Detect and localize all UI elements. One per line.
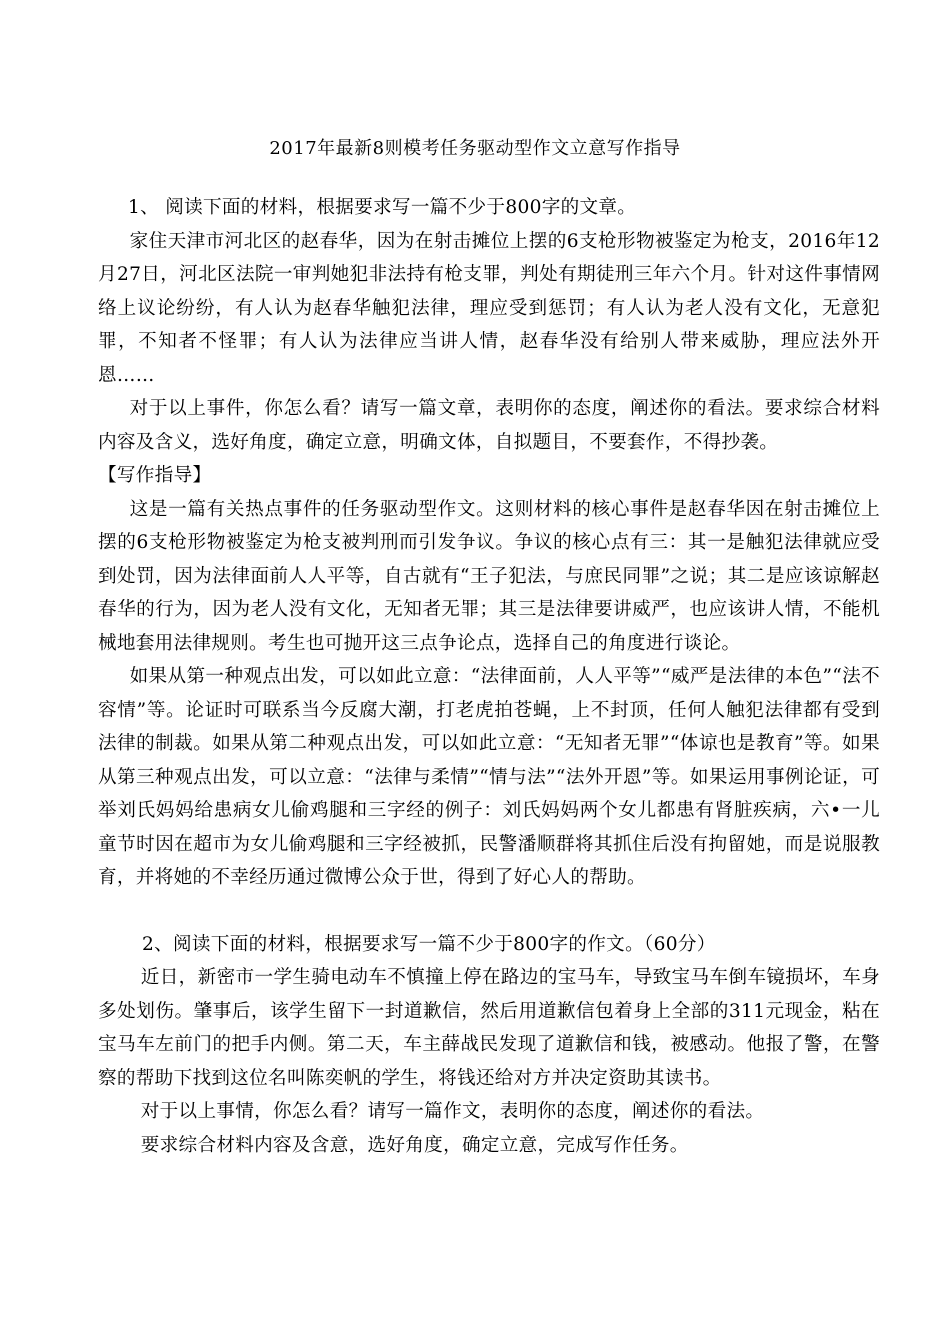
writing-guide-paragraph-1: 这是一篇有关热点事件的任务驱动型作文。这则材料的核心事件是赵春华因在射击摊位上摆的6支枪形物被鉴定为枪支被判刑而引发争议。争议的核心点有三：其一是触犯法律就应受到处罚，因为法律面前人人平等，自古就有“王子犯法，与庶民同罪”之说；其二是应该谅解赵春华的行为，因为老人没有文化，无知者无罪；其三是法律要讲威严，也应该讲人情，不能机械地套用法律规则。考生也可抛开这三点争论点，选择自己的角度进行谈论。 (98, 498, 880, 654)
document-title: 2017年最新8则模考任务驱动型作文立意写作指导 (269, 138, 681, 159)
document-body (98, 191, 880, 1162)
question-2-prompt: 2、阅读下面的材料，根据要求写一篇不少于800字的作文。（60分） (142, 933, 716, 955)
question-2-question: 对于以上事情，你怎么看？请写一篇作文，表明你的态度，阐述你的看法。 (140, 1101, 765, 1122)
writing-guide-paragraph-2: 如果从第一种观点出发，可以如此立意：“法律面前，人人平等”“威严是法律的本色”“法不容情”等。论证时可联系当今反腐大潮，打老虎拍苍蝇，上不封顶，任何人触犯法律都有受到法律的制裁。如果从第二种观点出发，可以如此立意：“无知者无罪”“体谅也是教育”等。如果从第三种观点出发，可以立意：“法律与柔情”“情与法”“法外开恩”等。如果运用事例论证，可举刘氏妈妈给患病女儿偷鸡腿和三字经的例子：刘氏妈妈两个女儿都患有肾脏疾病，六•一儿童节时因在超市为女儿偷鸡腿和三字经被抓，民警潘顺群将其抓住后没有拘留她，而是说服教育，并将她的不幸经历通过微博公众于世，得到了好心人的帮助。 (98, 666, 880, 888)
question-2-material: 近日，新密市一学生骑电动车不慎撞上停在路边的宝马车，导致宝马车倒车镜损坏，车身多处划伤。肇事后，该学生留下一封道歉信，然后用道歉信包着身上全部的311元现金，粘在宝马车左前门的把手内侧。第二天，车主薛战民发现了道歉信和钱，被感动。他报了警，在警察的帮助下找到这位名叫陈奕帆的学生，将钱还给对方并决定资助其读书。 (98, 967, 880, 1089)
question-1-requirement: 对于以上事件，你怎么看？请写一篇文章，表明你的态度，阐述你的看法。要求综合材料内容及含义，选好角度，确定立意，明确文体，自拟题目，不要套作，不得抄袭。 (98, 398, 880, 453)
writing-guide-label: 【写作指导】 (98, 465, 212, 486)
question-2-requirement: 要求综合材料内容及含意，选好角度，确定立意，完成写作任务。 (140, 1134, 689, 1156)
question-1-prompt: 1、 阅读下面的材料，根据要求写一篇不少于800字的文章。 (128, 197, 637, 218)
question-1-material: 家住天津市河北区的赵春华，因为在射击摊位上摆的6支枪形物被鉴定为枪支，2016年12月27日，河北区法院一审判她犯非法持有枪支罪，判处有期徒刑三年六个月。针对这件事情网络上议论纷纷，有人认为赵春华触犯法律，理应受到惩罚；有人认为老人没有文化，无意犯罪，不知者不怪罪；有人认为法律应当讲人情，赵春华没有给别人带来威胁，理应法外开恩…… (98, 230, 880, 386)
section-gap (98, 895, 880, 928)
